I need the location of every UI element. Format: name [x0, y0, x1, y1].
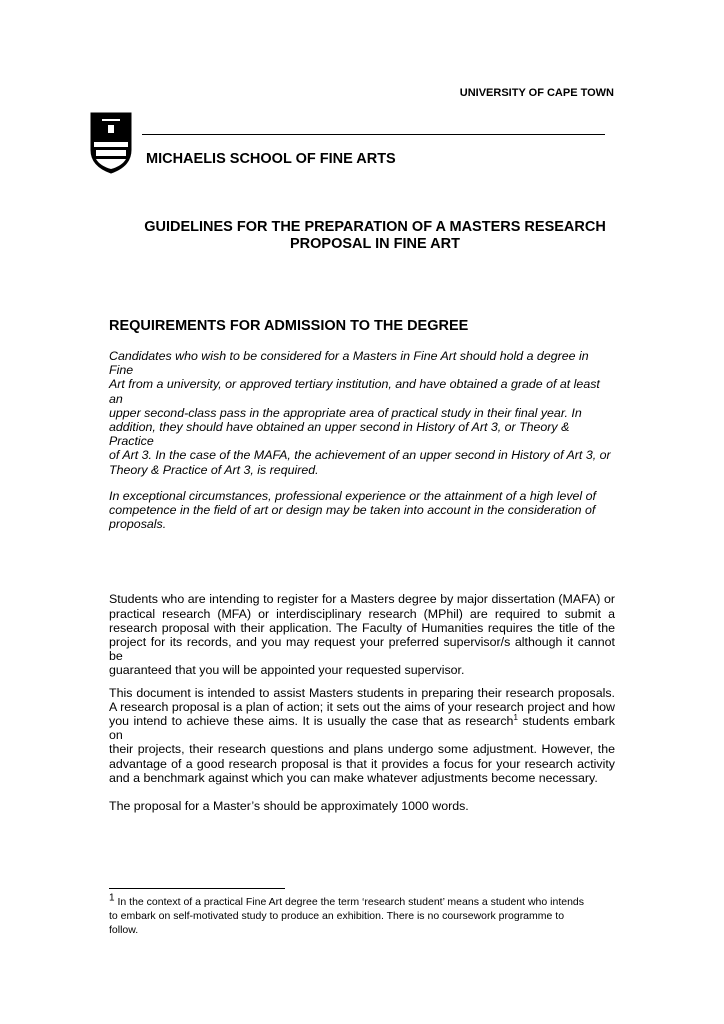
section-heading: REQUIREMENTS FOR ADMISSION TO THE DEGREE: [109, 318, 469, 334]
text-line: addition, they should have obtained an upper second in History of Art 3, or Theory & Practice: [109, 420, 570, 449]
text-span: students embark on: [109, 714, 615, 743]
text-line: In exceptional circumstances, professional experience or the attainment of a high level of: [109, 488, 596, 503]
text-span: you intend to achieve these aims. It is usually the case that as research: [109, 714, 514, 729]
text-line: Students who are intending to register for a Masters degree by major dissertation (MAFA) or: [109, 592, 615, 607]
title-line: PROPOSAL IN FINE ART: [290, 236, 460, 252]
exceptional-circumstances-paragraph: [109, 489, 615, 532]
registration-paragraph: [109, 592, 615, 677]
text-line: Theory & Practice of Art 3, is required.: [109, 462, 319, 477]
purpose-paragraph: [109, 686, 615, 785]
text-line: practical research (MFA) or interdisciplinary research (MPhil) are required to submit a: [109, 606, 615, 621]
footnote-separator: [109, 888, 285, 889]
text-line: follow.: [109, 924, 139, 936]
document-body: [109, 318, 615, 813]
word-count-paragraph: [109, 799, 615, 813]
title-line: GUIDELINES FOR THE PREPARATION OF A MASTERS RESEARCH: [144, 219, 606, 235]
text-line: advantage of a good research proposal is that it provides a focus for your research activity: [109, 756, 615, 771]
text-line: guaranteed that you will be appointed your requested supervisor.: [109, 663, 465, 678]
text-line: to embark on self-motivated study to produce an exhibition. There is no coursework programme to: [109, 910, 565, 922]
text-line: research proposal with their application. The Faculty of Humanities requires the title of the: [109, 620, 615, 635]
text-line: of Art 3. In the case of the MAFA, the achievement of an upper second in History of Art 3, or: [109, 448, 611, 463]
footnote-reference[interactable]: 1: [513, 712, 518, 722]
text-span: In the context of a practical Fine Art degree the term ‘research student’ means a student who intends: [114, 896, 585, 908]
footnote: [109, 892, 615, 937]
school-name: MICHAELIS SCHOOL OF FINE ARTS: [146, 151, 396, 167]
text-line: Art from a university, or approved tertiary institution, and have obtained a grade of at least an: [109, 377, 600, 406]
text-line: competence in the field of art or design may be taken into account in the consideration of: [109, 503, 596, 518]
document-title: [112, 219, 638, 253]
text-line: A research proposal is a plan of action; it sets out the aims of your research project and how: [109, 699, 615, 714]
text-line: [109, 714, 615, 742]
university-name: UNIVERSITY OF CAPE TOWN: [459, 87, 614, 99]
text-line: project for its records, and you may request your preferred supervisor/s although it cannot be: [109, 635, 615, 664]
footnote-number: 1: [109, 892, 115, 904]
text-line: proposals.: [109, 517, 167, 532]
text-line: their projects, their research questions and plans undergo some adjustment. However, the: [109, 742, 615, 757]
admission-requirements-paragraph: [109, 349, 615, 477]
text-line: The proposal for a Master’s should be approximately 1000 words.: [109, 799, 469, 814]
text-line: upper second-class pass in the appropriate area of practical study in their final year. In: [109, 405, 582, 420]
header-rule: [142, 134, 605, 135]
university-crest-logo: [90, 112, 132, 174]
text-line: This document is intended to assist Masters students in preparing their research proposals.: [109, 685, 615, 700]
text-line: Candidates who wish to be considered for a Masters in Fine Art should hold a degree in Fine: [109, 349, 589, 378]
text-line: and a benchmark against which you can make whatever adjustments become necessary.: [109, 770, 598, 785]
